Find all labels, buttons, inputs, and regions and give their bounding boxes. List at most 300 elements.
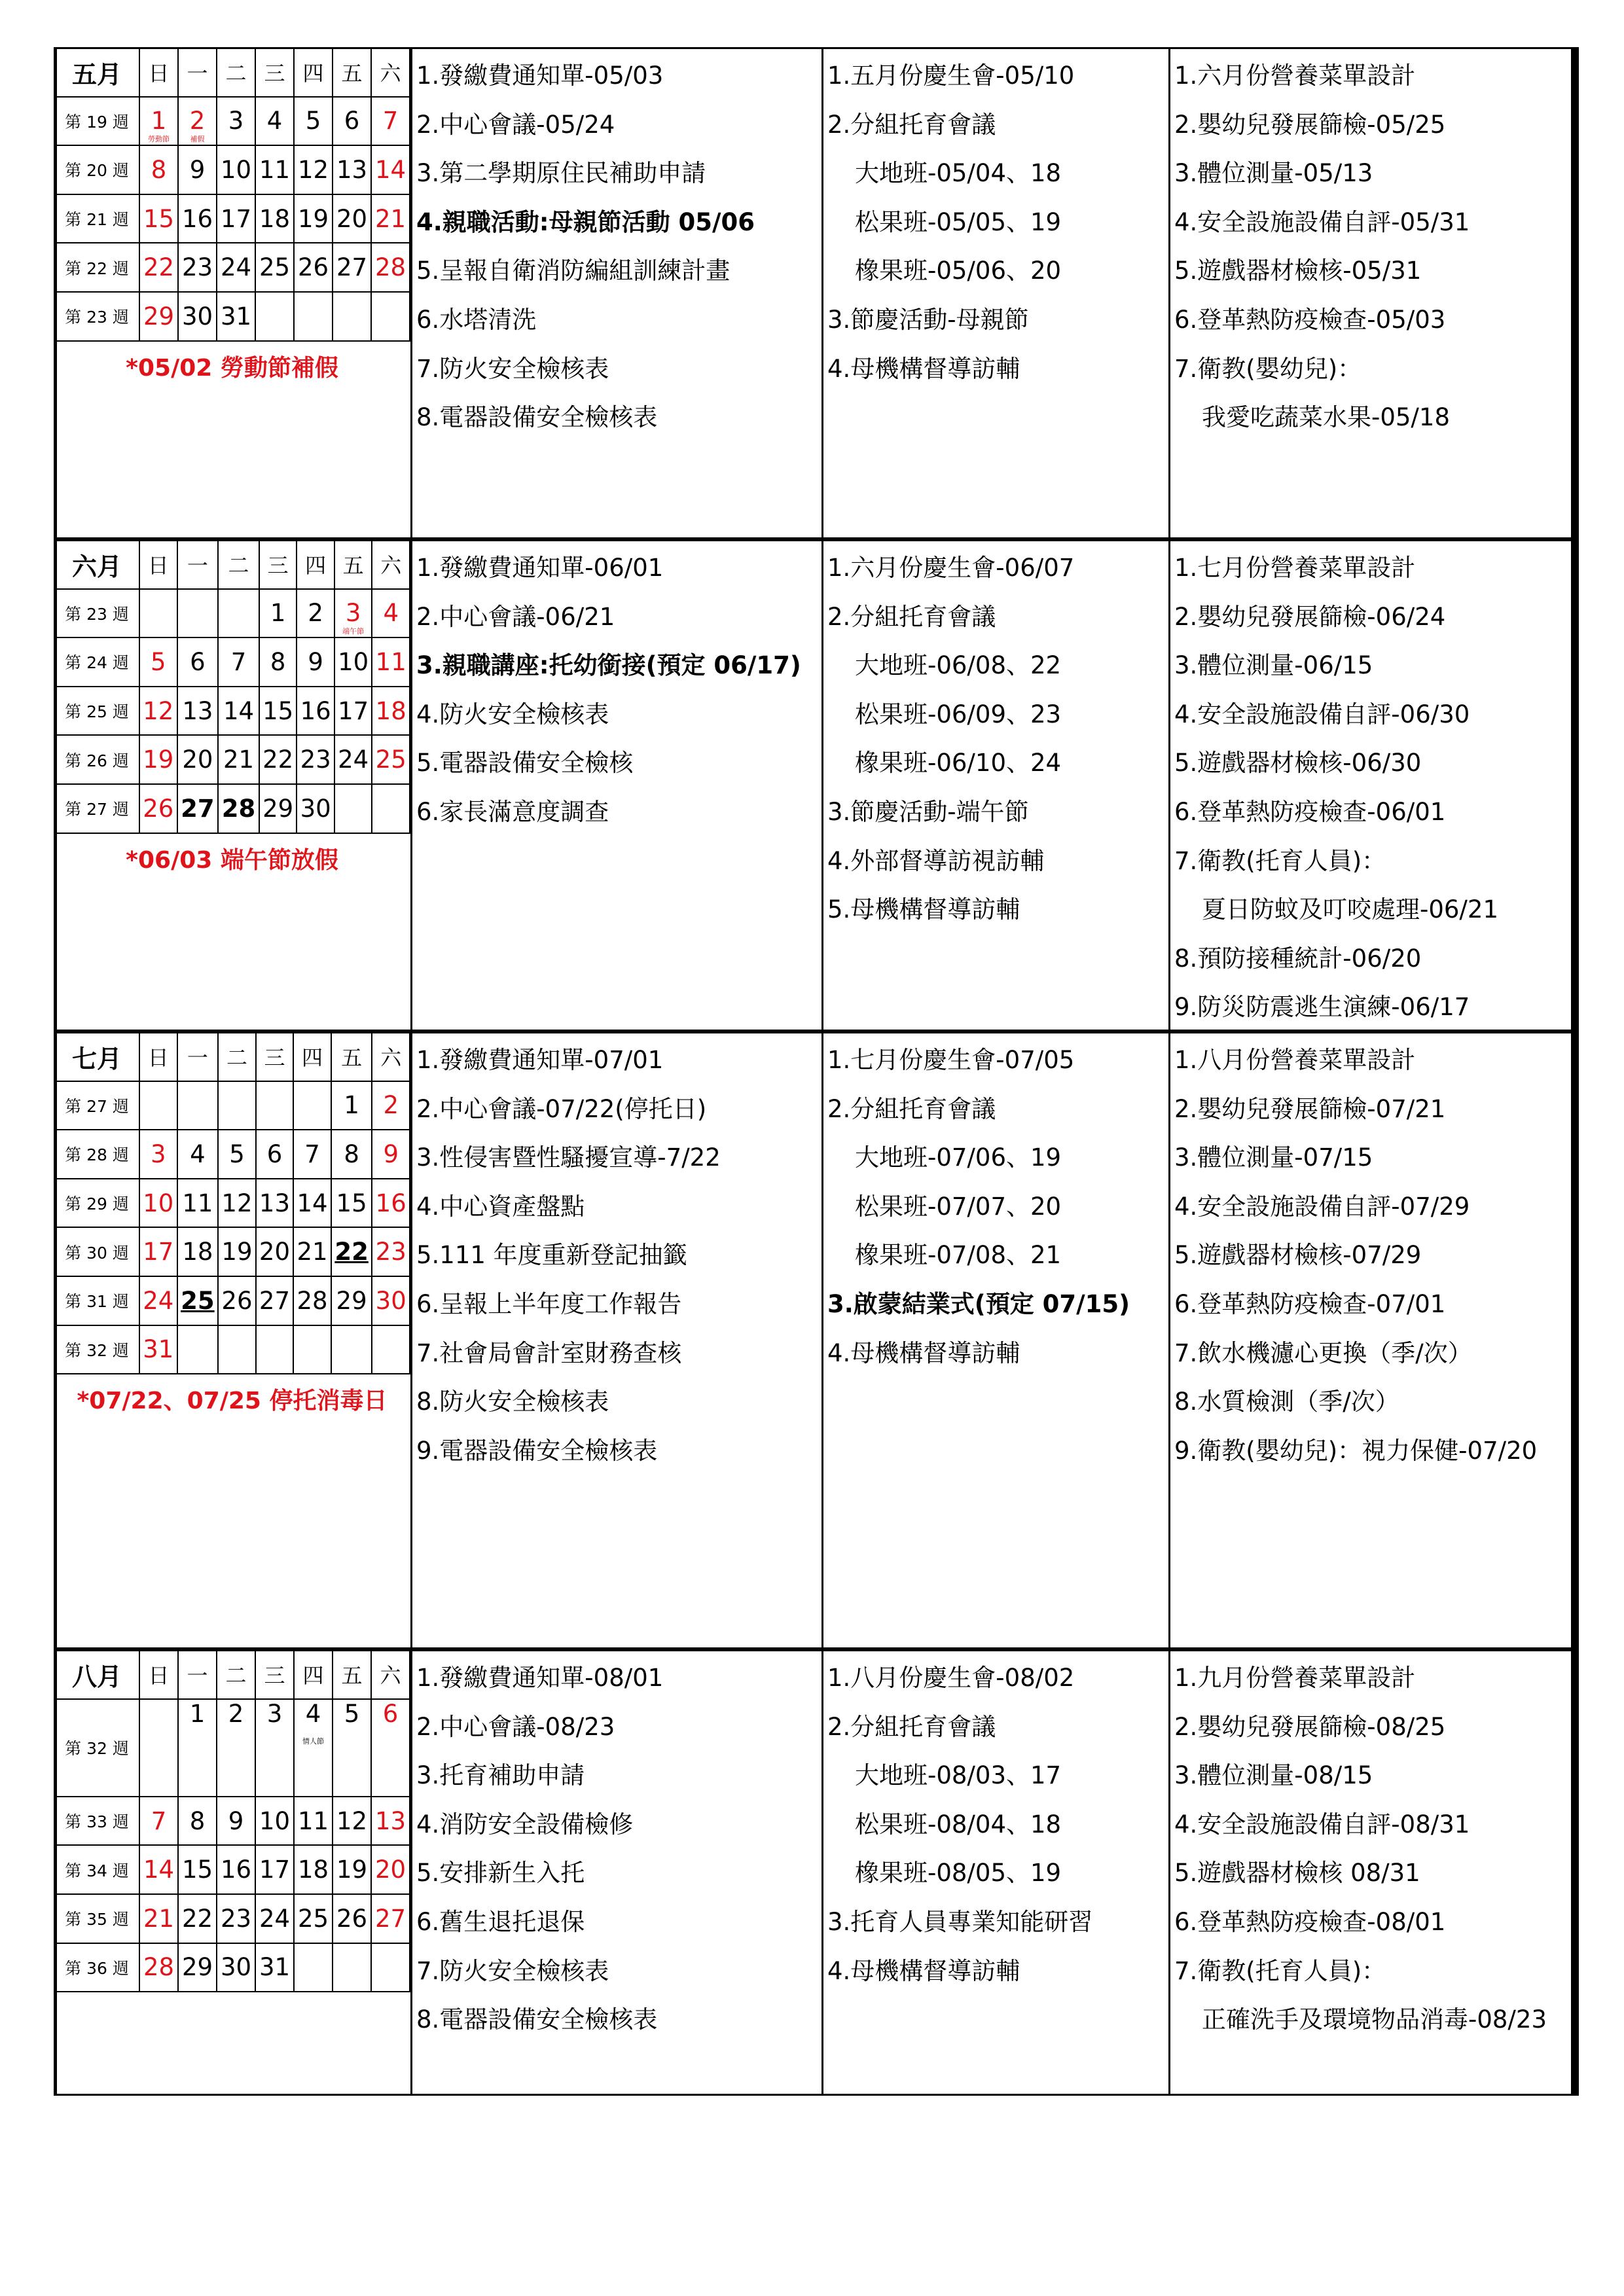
day-number: 6 bbox=[344, 107, 360, 135]
day-number: 14 bbox=[223, 696, 255, 725]
weekday-header: 日 bbox=[139, 1032, 177, 1081]
day-number: 9 bbox=[383, 1139, 399, 1168]
holiday-note: *05/02 勞動節補假 bbox=[126, 354, 338, 382]
task-item: 6.登革熱防疫檢查-07/01 bbox=[1174, 1289, 1446, 1318]
day-number: 29 bbox=[262, 794, 294, 823]
weekday-header: 三 bbox=[256, 1032, 294, 1081]
task-item: 3.體位測量-07/15 bbox=[1174, 1143, 1373, 1172]
calendar-day bbox=[256, 1227, 294, 1276]
calendar-day bbox=[178, 1797, 217, 1846]
calendar-day bbox=[139, 1130, 177, 1179]
calendar-day bbox=[372, 1227, 410, 1276]
calendar-day bbox=[217, 194, 255, 243]
week-label: 第 21 週 bbox=[54, 194, 139, 243]
calendar-day bbox=[294, 1797, 333, 1846]
task-item: 松果班-07/07、20 bbox=[855, 1192, 1062, 1221]
day-number: 18 bbox=[259, 204, 291, 233]
day-number: 8 bbox=[189, 1806, 206, 1835]
calendar-day bbox=[372, 784, 410, 833]
task-item: 橡果班-05/06、20 bbox=[855, 257, 1062, 285]
task-item: 夏日防蚊及叮咬處理-06/21 bbox=[1202, 895, 1498, 924]
calendar-day bbox=[333, 1943, 371, 1992]
day-number: 20 bbox=[259, 1238, 291, 1266]
day-number: 20 bbox=[374, 1856, 406, 1884]
week-label: 第 27 週 bbox=[54, 784, 139, 833]
calendar-day bbox=[333, 1797, 371, 1846]
calendar-day bbox=[256, 1276, 294, 1325]
day-number: 7 bbox=[230, 647, 247, 676]
task-item: 2.嬰幼兒發展篩檢-07/21 bbox=[1174, 1094, 1446, 1123]
calendar-day bbox=[372, 1081, 410, 1130]
day-number: 22 bbox=[262, 745, 294, 774]
calendar-day bbox=[218, 1227, 256, 1276]
day-number: 22 bbox=[181, 1904, 213, 1933]
day-number: 12 bbox=[221, 1189, 253, 1217]
task-item: 大地班-05/04、18 bbox=[855, 159, 1062, 188]
task-column-1 bbox=[410, 47, 821, 539]
calendar-day bbox=[331, 1227, 372, 1276]
calendar-day bbox=[139, 1894, 178, 1943]
calendar-day bbox=[333, 243, 371, 292]
task-item: 7.衛教(托育人員)： bbox=[1174, 1956, 1386, 1985]
calendar-day bbox=[294, 1699, 333, 1797]
day-number: 9 bbox=[228, 1806, 244, 1835]
task-item: 5.電器設備安全檢核 bbox=[416, 749, 634, 778]
calendar-day bbox=[259, 637, 297, 687]
week-label: 第 24 週 bbox=[54, 637, 139, 687]
task-item: 8.預防接種統計-06/20 bbox=[1174, 944, 1422, 973]
week-label: 第 31 週 bbox=[54, 1276, 139, 1325]
task-item: 3.托育人員專業知能研習 bbox=[827, 1907, 1093, 1936]
calendar-day bbox=[255, 97, 294, 146]
day-number: 5 bbox=[150, 647, 166, 676]
task-item: 4.安全設施設備自評-05/31 bbox=[1174, 207, 1470, 236]
task-item: 2.分組托育會議 bbox=[827, 602, 996, 631]
day-number: 27 bbox=[181, 794, 215, 823]
calendar-day bbox=[139, 1081, 177, 1130]
task-column-3 bbox=[1168, 47, 1571, 539]
task-item: 5.呈報自衛消防編組訓練計畫 bbox=[416, 257, 731, 285]
calendar-day bbox=[139, 1179, 177, 1228]
task-item: 3.親職講座:托幼銜接(預定 06/17) bbox=[416, 651, 801, 680]
weekday-header: 五 bbox=[334, 540, 372, 589]
day-number: 30 bbox=[181, 302, 213, 331]
day-number: 21 bbox=[223, 745, 255, 774]
calendar-day bbox=[139, 1943, 178, 1992]
calendar-day bbox=[372, 687, 410, 736]
task-item: 6.舊生退托退保 bbox=[416, 1907, 585, 1936]
calendar-day bbox=[178, 145, 217, 194]
calendar-day bbox=[372, 1325, 410, 1374]
calendar-day bbox=[139, 1699, 178, 1797]
calendar-day bbox=[177, 1179, 219, 1228]
task-item: 5.遊戲器材檢核-06/30 bbox=[1174, 749, 1422, 778]
calendar-day bbox=[293, 1276, 331, 1325]
day-number: 26 bbox=[336, 1904, 368, 1933]
day-number: 31 bbox=[259, 1953, 291, 1982]
calendar-day bbox=[372, 1276, 410, 1325]
calendar-day bbox=[139, 292, 178, 341]
calendar-day bbox=[294, 1894, 333, 1943]
calendar-day bbox=[256, 1325, 294, 1374]
holiday-mark: 補假 bbox=[190, 135, 205, 144]
calendar-day bbox=[177, 1081, 219, 1130]
calendar-day bbox=[297, 687, 334, 736]
task-item: 3.性侵害暨性騷擾宣導-7/22 bbox=[416, 1143, 721, 1172]
weekday-header: 一 bbox=[178, 48, 217, 97]
day-number: 11 bbox=[297, 1806, 329, 1835]
day-number: 6 bbox=[266, 1139, 283, 1168]
task-item: 3.體位測量-08/15 bbox=[1174, 1761, 1373, 1790]
calendar-day bbox=[293, 1179, 331, 1228]
task-item: 1.發繳費通知單-08/01 bbox=[416, 1664, 664, 1692]
weekday-header: 一 bbox=[178, 1650, 217, 1699]
calendar-day bbox=[294, 194, 333, 243]
week-label: 第 29 週 bbox=[54, 1179, 139, 1228]
calendar-day bbox=[177, 784, 219, 833]
day-number: 12 bbox=[143, 696, 174, 725]
calendar-day bbox=[139, 97, 178, 146]
calendar-day bbox=[333, 194, 371, 243]
task-item: 橡果班-06/10、24 bbox=[855, 749, 1062, 778]
calendar-day bbox=[256, 1081, 294, 1130]
holiday-note: *07/22、07/25 停托消毒日 bbox=[77, 1388, 388, 1415]
calendar-day bbox=[178, 292, 217, 341]
day-number: 23 bbox=[181, 253, 213, 282]
day-number: 14 bbox=[143, 1856, 175, 1884]
weekday-header: 六 bbox=[372, 1032, 410, 1081]
day-number: 12 bbox=[297, 155, 329, 184]
calendar-day bbox=[334, 784, 372, 833]
day-number: 16 bbox=[375, 1189, 406, 1217]
task-item: 4.安全設施設備自評-08/31 bbox=[1174, 1810, 1470, 1839]
month-block bbox=[54, 47, 1579, 539]
day-number: 15 bbox=[143, 204, 175, 233]
calendar-day bbox=[178, 1894, 217, 1943]
day-number: 27 bbox=[259, 1286, 291, 1315]
weekday-header: 三 bbox=[255, 48, 294, 97]
day-number: 20 bbox=[336, 204, 368, 233]
calendar-day bbox=[294, 292, 333, 341]
day-number: 22 bbox=[143, 253, 175, 282]
day-number: 15 bbox=[336, 1189, 367, 1217]
day-number: 4 bbox=[383, 599, 399, 628]
task-item: 3.節慶活動-端午節 bbox=[827, 797, 1029, 826]
task-item: 4.防火安全檢核表 bbox=[416, 700, 609, 728]
weekday-header: 四 bbox=[297, 540, 334, 589]
task-item: 2.嬰幼兒發展篩檢-08/25 bbox=[1174, 1712, 1446, 1741]
day-number: 1 bbox=[151, 107, 167, 135]
day-number: 29 bbox=[336, 1286, 367, 1315]
task-item: 1.發繳費通知單-06/01 bbox=[416, 554, 664, 582]
calendar-day bbox=[218, 735, 259, 784]
calendar-day bbox=[255, 243, 294, 292]
calendar-day bbox=[139, 1797, 178, 1846]
day-number: 23 bbox=[375, 1238, 406, 1266]
week-label: 第 25 週 bbox=[54, 687, 139, 736]
task-item: 松果班-06/09、23 bbox=[855, 700, 1062, 728]
day-number: 8 bbox=[151, 155, 167, 184]
calendar-day bbox=[331, 1276, 372, 1325]
calendar-day bbox=[371, 194, 410, 243]
calendar-day bbox=[218, 1081, 256, 1130]
calendar-day bbox=[294, 145, 333, 194]
calendar-day bbox=[217, 1845, 255, 1894]
calendar-day bbox=[139, 243, 178, 292]
calendar-day bbox=[177, 1276, 219, 1325]
day-number: 1 bbox=[270, 599, 286, 628]
calendar-day bbox=[297, 637, 334, 687]
task-item: 3.托育補助申請 bbox=[416, 1761, 585, 1790]
day-number: 17 bbox=[220, 204, 252, 233]
task-item: 4.消防安全設備檢修 bbox=[416, 1810, 634, 1839]
calendar-day bbox=[372, 735, 410, 784]
day-number: 25 bbox=[297, 1904, 329, 1933]
day-number: 21 bbox=[297, 1238, 328, 1266]
calendar-day bbox=[255, 145, 294, 194]
month-name: 七月 bbox=[54, 1032, 139, 1081]
calendar-day bbox=[297, 735, 334, 784]
calendar-day bbox=[139, 637, 177, 687]
calendar-day bbox=[333, 292, 371, 341]
day-number: 5 bbox=[229, 1139, 245, 1168]
task-item: 3.第二學期原住民補助申請 bbox=[416, 159, 706, 188]
day-number: 10 bbox=[143, 1189, 174, 1217]
day-number: 16 bbox=[181, 204, 213, 233]
weekday-header: 日 bbox=[139, 540, 177, 589]
task-item: 4.親職活動:母親節活動 05/06 bbox=[416, 207, 755, 236]
task-item: 1.發繳費通知單-05/03 bbox=[416, 62, 664, 90]
calendar-day bbox=[334, 589, 372, 638]
task-item: 7.防火安全檢核表 bbox=[416, 1956, 609, 1985]
day-number: 31 bbox=[220, 302, 252, 331]
day-number: 5 bbox=[344, 1699, 360, 1728]
weekday-header: 四 bbox=[294, 1650, 333, 1699]
day-number: 17 bbox=[259, 1856, 291, 1884]
task-item: 9.電器設備安全檢核表 bbox=[416, 1436, 658, 1465]
day-number: 19 bbox=[297, 204, 329, 233]
month-name: 五月 bbox=[54, 48, 139, 97]
holiday-mark: 端午節 bbox=[342, 627, 365, 636]
day-number: 22 bbox=[334, 1238, 369, 1266]
day-number: 30 bbox=[220, 1953, 252, 1982]
weekday-header: 二 bbox=[218, 1032, 256, 1081]
calendar-day bbox=[371, 97, 410, 146]
day-number: 26 bbox=[297, 253, 329, 282]
day-number: 7 bbox=[151, 1806, 167, 1835]
day-number: 28 bbox=[374, 253, 406, 282]
task-item: 8.電器設備安全檢核表 bbox=[416, 403, 658, 432]
calendar-day bbox=[259, 784, 297, 833]
task-item: 6.家長滿意度調查 bbox=[416, 797, 609, 826]
task-item: 5.遊戲器材檢核 08/31 bbox=[1174, 1859, 1420, 1888]
task-item: 4.母機構督導訪輔 bbox=[827, 1956, 1020, 1985]
task-item: 4.安全設施設備自評-06/30 bbox=[1174, 700, 1470, 728]
day-number: 24 bbox=[143, 1286, 174, 1315]
calendar-day bbox=[259, 687, 297, 736]
calendar-day bbox=[334, 637, 372, 687]
day-number: 2 bbox=[189, 107, 206, 135]
calendar-day bbox=[177, 637, 219, 687]
day-number: 26 bbox=[143, 794, 174, 823]
day-number: 21 bbox=[374, 204, 406, 233]
day-number: 11 bbox=[182, 1189, 213, 1217]
day-number: 14 bbox=[374, 155, 406, 184]
day-number: 29 bbox=[143, 302, 175, 331]
day-number: 13 bbox=[182, 696, 213, 725]
task-item: 大地班-08/03、17 bbox=[855, 1761, 1062, 1790]
task-item: 7.衛教(嬰幼兒)： bbox=[1174, 354, 1362, 383]
task-item: 1.八月份慶生會-08/02 bbox=[827, 1664, 1075, 1692]
calendar-day bbox=[255, 1845, 294, 1894]
task-column-2 bbox=[821, 539, 1168, 1031]
week-label: 第 20 週 bbox=[54, 145, 139, 194]
calendar-day bbox=[333, 1845, 371, 1894]
day-number: 2 bbox=[383, 1091, 399, 1120]
task-item: 6.登革熱防疫檢查-06/01 bbox=[1174, 797, 1446, 826]
task-item: 7.社會局會計室財務查核 bbox=[416, 1338, 682, 1367]
task-item: 7.衛教(托育人員)： bbox=[1174, 846, 1386, 875]
calendar-day bbox=[371, 1845, 410, 1894]
calendar-day bbox=[139, 735, 177, 784]
task-column-3 bbox=[1168, 1649, 1571, 2096]
calendar-day bbox=[177, 589, 219, 638]
calendar-day bbox=[139, 589, 177, 638]
calendar-day bbox=[371, 1894, 410, 1943]
task-item: 1.六月份營養菜單設計 bbox=[1174, 62, 1416, 90]
day-number: 7 bbox=[382, 107, 399, 135]
calendar-day bbox=[255, 1894, 294, 1943]
calendar-day bbox=[178, 1943, 217, 1992]
day-number: 13 bbox=[259, 1189, 291, 1217]
holiday-mark: 情人節 bbox=[302, 1736, 324, 1746]
week-label: 第 34 週 bbox=[54, 1845, 139, 1894]
calendar-day bbox=[218, 637, 259, 687]
weekday-header: 五 bbox=[333, 48, 371, 97]
task-item: 2.嬰幼兒發展篩檢-06/24 bbox=[1174, 602, 1446, 631]
calendar-day bbox=[139, 145, 178, 194]
day-number: 2 bbox=[308, 599, 323, 628]
calendar-day bbox=[256, 1130, 294, 1179]
month-calendar bbox=[54, 539, 410, 834]
weekday-header: 三 bbox=[259, 540, 297, 589]
day-number: 1 bbox=[344, 1091, 359, 1120]
task-item: 橡果班-07/08、21 bbox=[855, 1241, 1062, 1270]
day-number: 19 bbox=[221, 1238, 253, 1266]
calendar-day bbox=[259, 735, 297, 784]
calendar-day bbox=[178, 194, 217, 243]
day-number: 23 bbox=[220, 1904, 252, 1933]
day-number: 11 bbox=[259, 155, 291, 184]
day-number: 25 bbox=[181, 1286, 215, 1315]
task-item: 1.九月份營養菜單設計 bbox=[1174, 1664, 1416, 1692]
day-number: 9 bbox=[189, 155, 206, 184]
calendar-day bbox=[256, 1179, 294, 1228]
day-number: 24 bbox=[259, 1904, 291, 1933]
day-number: 18 bbox=[297, 1856, 329, 1884]
calendar-day bbox=[139, 1845, 178, 1894]
holiday-note: *06/03 端午節放假 bbox=[126, 846, 338, 874]
task-item: 1.八月份營養菜單設計 bbox=[1174, 1046, 1416, 1074]
day-number: 23 bbox=[300, 745, 331, 774]
task-item: 松果班-08/04、18 bbox=[855, 1810, 1062, 1839]
calendar-day bbox=[177, 687, 219, 736]
day-number: 25 bbox=[259, 253, 291, 282]
task-item: 正確洗手及環境物品消毒-08/23 bbox=[1202, 2005, 1547, 2034]
day-number: 2 bbox=[228, 1699, 244, 1728]
week-label: 第 22 週 bbox=[54, 243, 139, 292]
day-number: 26 bbox=[221, 1286, 253, 1315]
day-number: 21 bbox=[143, 1904, 175, 1933]
calendar-day bbox=[371, 292, 410, 341]
calendar-day bbox=[371, 1943, 410, 1992]
week-label: 第 36 週 bbox=[54, 1943, 139, 1992]
calendar-day bbox=[177, 1325, 219, 1374]
task-item: 2.中心會議-05/24 bbox=[416, 110, 615, 139]
day-number: 15 bbox=[181, 1856, 213, 1884]
week-label: 第 23 週 bbox=[54, 292, 139, 341]
task-item: 6.呈報上半年度工作報告 bbox=[416, 1289, 682, 1318]
task-item: 3.體位測量-05/13 bbox=[1174, 159, 1373, 188]
calendar-day bbox=[255, 292, 294, 341]
task-item: 大地班-07/06、19 bbox=[855, 1143, 1062, 1172]
day-number: 3 bbox=[266, 1699, 283, 1728]
weekday-header: 六 bbox=[371, 1650, 410, 1699]
day-number: 4 bbox=[190, 1139, 206, 1168]
calendar-day bbox=[331, 1179, 372, 1228]
week-label: 第 26 週 bbox=[54, 735, 139, 784]
calendar-day bbox=[255, 1699, 294, 1797]
calendar-day bbox=[218, 1276, 256, 1325]
calendar-day bbox=[255, 194, 294, 243]
task-item: 7.防火安全檢核表 bbox=[416, 354, 609, 383]
calendar-day bbox=[331, 1325, 372, 1374]
calendar-day bbox=[139, 194, 178, 243]
calendar-day bbox=[218, 1130, 256, 1179]
calendar-day bbox=[139, 1227, 177, 1276]
calendar-day bbox=[293, 1081, 331, 1130]
day-number: 18 bbox=[182, 1238, 213, 1266]
day-number: 31 bbox=[143, 1335, 174, 1364]
calendar-day bbox=[177, 735, 219, 784]
day-number: 28 bbox=[297, 1286, 328, 1315]
day-number: 5 bbox=[305, 107, 321, 135]
task-item: 1.七月份營養菜單設計 bbox=[1174, 554, 1416, 582]
day-number: 13 bbox=[374, 1806, 406, 1835]
calendar-day bbox=[372, 1130, 410, 1179]
task-item: 5.111 年度重新登記抽籤 bbox=[416, 1241, 687, 1270]
month-calendar bbox=[54, 47, 410, 342]
weekday-header: 四 bbox=[293, 1032, 331, 1081]
calendar-day bbox=[293, 1130, 331, 1179]
calendar-day bbox=[178, 1845, 217, 1894]
calendar-day bbox=[371, 145, 410, 194]
calendar-day bbox=[177, 1130, 219, 1179]
month-block bbox=[54, 539, 1579, 1031]
day-number: 14 bbox=[297, 1189, 328, 1217]
calendar-day bbox=[293, 1325, 331, 1374]
day-number: 17 bbox=[338, 696, 369, 725]
weekday-header: 四 bbox=[294, 48, 333, 97]
task-item: 1.七月份慶生會-07/05 bbox=[827, 1046, 1075, 1074]
day-number: 20 bbox=[182, 745, 213, 774]
task-item: 5.遊戲器材檢核-07/29 bbox=[1174, 1241, 1422, 1270]
calendar-day bbox=[218, 589, 259, 638]
task-item: 松果班-05/05、19 bbox=[855, 207, 1062, 236]
weekday-header: 一 bbox=[177, 1032, 219, 1081]
day-number: 19 bbox=[143, 745, 174, 774]
task-item: 4.安全設施設備自評-07/29 bbox=[1174, 1192, 1470, 1221]
